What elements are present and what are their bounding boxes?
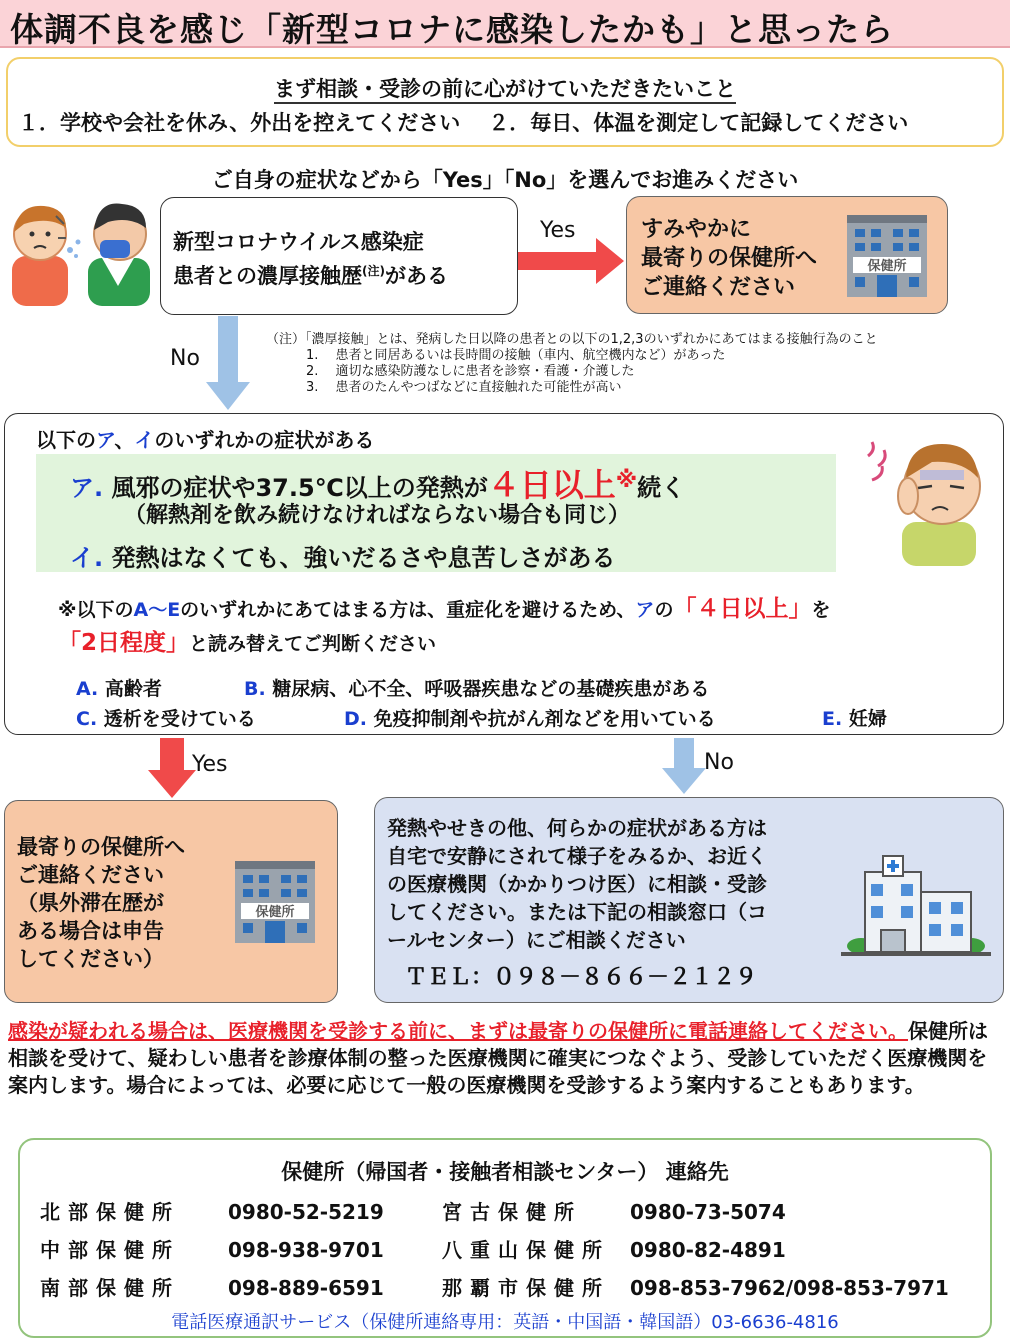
contact-row-3-left: 南部保健所 098-889-6591: [40, 1276, 384, 1300]
note-item-1: 1. 患者と同居あるいは長時間の接触（車内、航空機内など）があった: [306, 348, 726, 363]
report-to-health-center-box: [4, 800, 338, 1003]
symptom-a-mark: ア.: [70, 474, 104, 502]
feverish-person-illustration: [862, 426, 982, 566]
symptom-a-sub: （解熱剤を飲み続けなければならない場合も同じ）: [124, 503, 631, 528]
advice-box: [6, 57, 1004, 147]
q1-line-2: 患者との濃厚接触歴: [173, 264, 362, 288]
contact-tel[interactable]: 098-938-9701: [228, 1238, 384, 1262]
no-arrow-down-2: [662, 738, 706, 796]
no-label-1: No: [170, 346, 200, 371]
health-center-contacts-box: [18, 1138, 992, 1338]
contacts-heading: 保健所（帰国者・接触者相談センター） 連絡先: [281, 1160, 729, 1184]
close-contact-note: [266, 332, 878, 396]
symptom-a: ア. 風邪の症状や37.5℃以上の発熱が４日以上※続く: [70, 466, 686, 504]
yes1-line-3: ご連絡ください: [641, 275, 796, 300]
q1-line-2-end: がある: [384, 264, 448, 288]
contact-tel[interactable]: 0980-73-5074: [630, 1200, 786, 1224]
symptom-i-text: 発熱はなくても、強いだるさや息苦しさがある: [111, 544, 616, 572]
home-rest-advice-box: [374, 797, 1004, 1003]
yes2-line-5: してください）: [17, 947, 164, 971]
yes2-line-2: ご連絡ください: [17, 863, 164, 887]
building-sign-text: 保健所: [867, 259, 907, 274]
no-arrow-down-1: [206, 316, 250, 412]
contact-tel[interactable]: 0980-82-4891: [630, 1238, 786, 1262]
advice-item-2: ２．毎日、体温を測定して記録してください: [488, 111, 909, 135]
call-center-tel: ＴＥＬ：０９８－８６６－２１２９: [405, 965, 758, 990]
page-title: 体調不良を感じ「新型コロナに感染したかも」と思ったら: [10, 10, 894, 49]
advice-item-1: １．学校や会社を休み、外出を控えてください: [18, 111, 461, 135]
contact-tel[interactable]: 0980-52-5219: [228, 1200, 384, 1224]
q1-line-1: 新型コロナウイルス感染症: [173, 230, 424, 254]
q1-note-mark: (注): [362, 264, 385, 278]
contact-tel[interactable]: 098-889-6591: [228, 1276, 384, 1300]
warning-red-text: 感染が疑われる場合は、医療機関を受診する前に、まずは最寄りの保健所に電話連絡してください。: [8, 1019, 908, 1043]
health-center-building-icon-2: [231, 859, 319, 945]
contact-row-2-right: 八重山保健所 0980-82-4891: [442, 1238, 786, 1262]
yes2-line-3: （県外滞在歴が: [17, 891, 164, 915]
no2-line-4: してください。または下記の相談窓口（コ: [387, 900, 767, 924]
contact-row-1-right: 宮古保健所 0980-73-5074: [442, 1200, 786, 1224]
risk-group-e: E. 妊婦: [822, 708, 887, 730]
close-contact-question-box: [160, 197, 518, 315]
warning-paragraph: [8, 1018, 1004, 1099]
no-label-2: No: [704, 750, 734, 775]
yes-label-1: Yes: [540, 218, 576, 243]
contact-row-1-left: 北部保健所 0980-52-5219: [40, 1200, 384, 1224]
special-note-line-1: ※以下のA～Eのいずれかにあてはまる方は、重症化を避けるため、アの「４日以上」を: [58, 596, 831, 622]
yes2-line-1: 最寄りの保健所へ: [17, 835, 185, 859]
symptom-heading: 以下のア、イのいずれかの症状がある: [36, 428, 375, 452]
flow-prompt: ご自身の症状などから「Yes」「No」を選んでお進みください: [211, 168, 799, 192]
yes2-line-4: ある場合は申告: [17, 919, 164, 943]
symptom-a-text: 風邪の症状や37.5℃以上の発熱が: [111, 474, 488, 502]
warning-body-text: 保健所は相談を受けて、疑わしい患者を診療体制の整った医療機関に確実につなぐよう、受診していただく医療機関を案内します。場合によっては、必要に応じて一般の医療機関を受診するよう案内することもあります。: [8, 1019, 988, 1097]
note-item-3: 3. 患者のたんやつばなどに直接触れた可能性が高い: [306, 380, 622, 395]
title-bar: [0, 0, 1010, 48]
risk-group-c: C. 透析を受けている: [76, 708, 256, 730]
health-center-building-icon: [843, 213, 931, 299]
note-item-2: 2. 適切な感染防護なしに患者を診察・看護・介護した: [306, 364, 635, 379]
symptom-a-days: ４日以上: [487, 466, 616, 504]
contact-row-2-left: 中部保健所 098-938-9701: [40, 1238, 384, 1262]
yes-label-2: Yes: [192, 752, 228, 777]
no2-line-3: の医療機関（かかりつけ医）に相談・受診: [387, 872, 767, 896]
yes-arrow-down: [148, 738, 196, 800]
advice-heading: まず相談・受診の前に心がけていただきたいこと: [274, 77, 736, 104]
coughing-people-illustration: [4, 194, 156, 306]
contact-tel[interactable]: 098-853-7962/098-853-7971: [630, 1276, 949, 1300]
building-sign-text-2: 保健所: [255, 905, 295, 920]
hospital-icon: [841, 852, 991, 956]
risk-group-b: B. 糖尿病、心不全、呼吸器疾患などの基礎疾患がある: [244, 678, 710, 700]
no2-line-2: 自宅で安静にされて様子をみるか、お近く: [387, 844, 767, 868]
interpreter-service: 電話医療通訳サービス（保健所連絡専用：英語・中国語・韓国語）03-6636-4816: [171, 1312, 839, 1333]
special-note-line-2: 「2日程度」と読み替えてご判断ください: [58, 630, 437, 656]
no2-line-5: ールセンター）にご相談ください: [387, 928, 686, 952]
no2-line-1: 発熱やせきの他、何らかの症状がある方は: [387, 816, 767, 840]
yes1-line-2: 最寄りの保健所へ: [641, 246, 818, 271]
yes1-line-1: すみやかに: [641, 217, 752, 242]
risk-group-d: D. 免疫抑制剤や抗がん剤などを用いている: [344, 708, 716, 730]
contact-health-center-box: [626, 196, 948, 314]
yes-arrow-right: [518, 236, 626, 286]
contact-row-3-right: 那覇市保健所 098-853-7962/098-853-7971: [442, 1276, 949, 1300]
symptom-i: [70, 538, 615, 573]
note-main: （注）「濃厚接触」とは、発病した日以降の患者との以下の1,2,3のいずれかにあてはまる接触行為のこと: [266, 332, 878, 347]
risk-group-a: A. 高齢者: [76, 678, 162, 700]
symptom-i-mark: イ.: [70, 544, 104, 572]
